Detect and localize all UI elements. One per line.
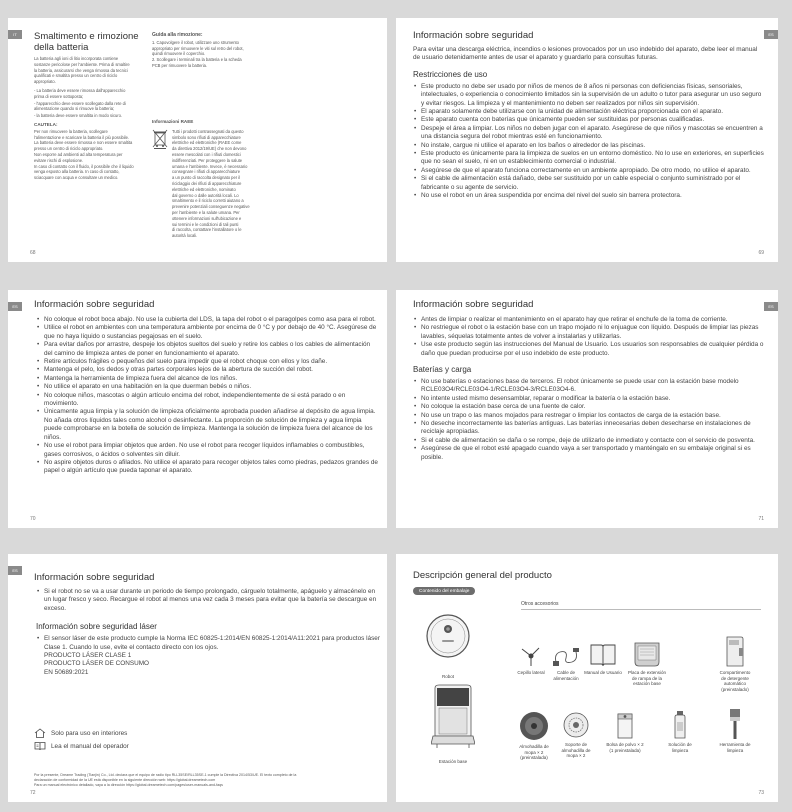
power-cable-icon bbox=[552, 644, 580, 668]
list-item: • No coloque niños, mascotas o algún artículo encima del robot, independientemente de si está parado o en movimiento. bbox=[36, 392, 380, 409]
raee-heading: Informazioni RAEE bbox=[152, 119, 194, 124]
battery-removal-text: La batteria agli ioni di litio incorporata contiene sostanze pericolose per l'ambiente. Prima di smaltire la batteria, assicurarsi che venga rimossa da tecnici qualificati e smaltita presso un centro di riciclo appropriato. - La batteria deve essere rimossa dall'apparecchio prima di essere sottoposta; - l'apparecchio deve essere scollegato dalla rete di alimentazione quando si rimuove la batteria; - la batteria deve essere smaltita in modo sicuro. CAUTELA: Per non rimuovere la batteria, scollegare l'alimentazione e scaricare la batteria il più possibile. La batteria deve essere rimossa e non essere smaltita presso un centro di riciclo appropriato. Non esporre ad ambienti ad alta temperatura per evitare rischi di esplosione. In caso di contatto con il fluido, il possibile che il liquido venga esposto alla batteria. In caso di contatto, sciacquare con acqua e consultare un medico. bbox=[34, 56, 152, 182]
page-71 bbox=[396, 290, 778, 528]
list-item: • No use el robot en un área suspendida por encima del nivel del suelo sin barrera protectora. bbox=[413, 192, 765, 200]
safety-list bbox=[36, 316, 380, 476]
list-item: • Este producto es únicamente para la limpieza de suelos en un entorno doméstico. No lo use en exteriores, en superficies que no sean el suelo, ni en un establecimiento comercial o industrial. bbox=[413, 150, 765, 167]
page-73 bbox=[396, 554, 778, 802]
cleaning-tool-icon bbox=[727, 708, 743, 740]
page-number: 73 bbox=[758, 790, 764, 796]
list-item: • No use baterías o estaciones base de terceros. El robot únicamente se puede usar con la estación base modelo RCLE03O4/RCLE03O4-1/RCLE03O4-3/RCLE03O4-6. bbox=[413, 378, 765, 395]
detergent-compartment-item: Compartimento de detergente automático (preinstalado) bbox=[712, 634, 758, 692]
list-item: • Únicamente agua limpia y la solución de limpieza oficialmente aprobada pueden añadirse al depósito de agua limpia. No añada otros líquidos tales como alcohol o desinfectante. La proporción de solución de limpieza y agua limpia puede comprobarse en la botella de solución de limpieza. Mantenga la solución de limpieza fuera del alcance de los niños. bbox=[36, 408, 380, 442]
battery-list bbox=[413, 378, 765, 462]
page-number: 68 bbox=[30, 250, 36, 256]
safety-text bbox=[36, 588, 380, 677]
page-72 bbox=[8, 554, 387, 802]
mop-pad-icon bbox=[518, 710, 550, 742]
maintenance-list bbox=[413, 316, 765, 358]
language-tab: ES bbox=[8, 302, 22, 311]
solution-bottle-icon bbox=[672, 710, 688, 740]
mop-holder-icon bbox=[561, 710, 591, 740]
ramp-extension-item: Placa de extensión de rampa de la estación base bbox=[624, 640, 670, 687]
page-number: 69 bbox=[758, 250, 764, 256]
language-tab: ES bbox=[764, 30, 778, 39]
page-number: 71 bbox=[758, 516, 764, 522]
other-accessories-heading: Otros accesorios bbox=[521, 601, 559, 607]
base-station-icon bbox=[431, 684, 475, 750]
side-brush-item: Cepillo lateral bbox=[511, 644, 551, 676]
list-item: • No coloque el robot boca abajo. No use la cubierta del LDS, la tapa del robot o el paragolpes como asa para el robot. bbox=[36, 316, 380, 324]
safety-text bbox=[413, 316, 765, 462]
raee-info: Informazioni RAEE Tutti i prodotti contrassegnati da questo simbolo sono rifiuti di apparecchiature elettriche ed elettroniche (RAEE come da direttiva 2012/19/UE) che non devono essere mescolati con i rifiuti domestici indifferenziati. Per proteggere la salute umana e l'ambiente. Invece, è necessario consegnare i rifiuti di apparecchiature a un punto di raccolta designato per il riciclaggio dei rifiuti di apparecchiature elettriche ed elettroniche, nominato dal governo o dalle autorità locali. Lo smaltimento e il riciclo corretti aiutano a prevenire potenziali conseguenze negative per l'ambiente e la salute umana. Per ottenere informazioni sull'ubicazione e sui termini e le condizioni di tali punti di raccolta, contattare l'installatore o le autorità locali. bbox=[152, 116, 272, 240]
page-title: Smaltimento e rimozione della batteria bbox=[34, 31, 139, 53]
dust-bag-item: Bolsa de polvo × 2 (1 preinstalada) bbox=[603, 712, 647, 753]
language-tab: IT bbox=[8, 30, 22, 39]
list-item: • No deseche incorrectamente las baterías antiguas. Las baterías innecesarias deben desecharse en instalaciones de reciclaje apropiadas. bbox=[413, 420, 765, 437]
dust-bag-icon bbox=[615, 712, 635, 740]
page-number: 72 bbox=[30, 790, 36, 796]
house-icon bbox=[34, 728, 46, 738]
page-title: Información sobre seguridad bbox=[413, 30, 534, 41]
base-station-item: Estación base bbox=[426, 684, 480, 765]
cleaning-tool-item: Herramienta de limpieza bbox=[714, 708, 756, 753]
list-item: • El sensor láser de este producto cumple la Norma IEC 60825-1:2014/EN 60825-1:2014/A11:2021 para productos láser Clase 1. Cuando lo use, evite el contacto directo con los ojos. bbox=[36, 635, 380, 652]
indoor-use-row: Solo para uso en interiores bbox=[34, 728, 127, 738]
list-item: • Mantenga la herramienta de limpieza fuera del alcance de los niños. bbox=[36, 375, 380, 383]
read-manual-row: Lea el manual del operador bbox=[34, 741, 129, 751]
divider bbox=[521, 609, 761, 610]
power-cable-item: Cable de alimentación bbox=[546, 644, 586, 681]
laser-list bbox=[36, 635, 380, 652]
page-title: Descripción general del producto bbox=[413, 570, 552, 581]
safety-text bbox=[413, 46, 765, 201]
open-book-icon bbox=[589, 642, 617, 668]
crossed-bin-icon bbox=[152, 129, 168, 149]
page-title: Información sobre seguridad bbox=[413, 299, 534, 310]
page-title: Información sobre seguridad bbox=[34, 572, 155, 583]
mop-holder-item: Soporte de almohadilla de mopa × 2 bbox=[556, 710, 596, 759]
list-item: • No use un trapo o las manos mojados para restregar o limpiar los contactos de carga de la estación base. bbox=[413, 412, 765, 420]
list-item: • Asegúrese de que el robot esté apagado cuando vaya a ser transportado y manténgalo en su embalaje original si es posible. bbox=[413, 445, 765, 462]
declaration-footnote: Por la presente, Dreame Trading (Tianjin) Co., Ltd. declara que el equipo de radio tipo RLL35SE/RLL35SE-1 cumple la Directiva 2014/53/UE. El texto completo de la declaración de conformidad de la UE está disponible en la siguiente dirección web: https://global.dreametech.com Para un manual electrónico detallado, vaya a la dirección https://global.dreametech.com/pages/user-manuals-and-faqs bbox=[34, 773, 297, 787]
list-item: • No instale, cargue ni utilice el aparato en los baños o alrededor de las piscinas. bbox=[413, 142, 765, 150]
list-item: • Antes de limpiar o realizar el mantenimiento en el aparato hay que retirar el enchufe de la toma de corriente. bbox=[413, 316, 765, 324]
list-item: • Utilice el robot en ambientes con una temperatura ambiente por encima de 0 °C y por debajo de 40 °C. Asegúrese de que no haya líquido o sustancias pegajosas en el suelo. bbox=[36, 324, 380, 341]
list-item: • No coloque la estación base cerca de una fuente de calor. bbox=[413, 403, 765, 411]
list-item: • No intente usted mismo desensamblar, reparar o modificar la batería o la estación base. bbox=[413, 395, 765, 403]
open-book-icon bbox=[34, 741, 46, 751]
list-item: • Asegúrese de que el aparato funciona correctamente en un ambiente apropiado. De otro modo, no utilice el aparato. bbox=[413, 167, 765, 175]
list-item: • El aparato solamente debe utilizarse con la unidad de alimentación eléctrica proporcionada con el aparato. bbox=[413, 108, 765, 116]
list-item: • No use el robot para limpiar objetos que arden. No use el robot para recoger líquidos inflamables o combustibles, gases corrosivos, o ácidos o solventes sin diluir. bbox=[36, 442, 380, 459]
list-item: • Este aparato cuenta con baterías que únicamente pueden ser sustituidas por personas cualificadas. bbox=[413, 116, 765, 124]
section-heading: Restricciones de uso bbox=[413, 69, 488, 79]
mop-pad-item: Almohadilla de mopa × 2 (preinstalada) bbox=[514, 710, 554, 761]
list-item: • Si el robot no se va a usar durante un periodo de tiempo prolongado, cárguelo totalmente, apáguelo y almacénelo en un lugar fresco y seco. Recargue el robot al menos una vez cada 3 meses para evitar que la batería se descargue en exceso. bbox=[36, 588, 380, 613]
cleaning-solution-item: Solución de limpieza bbox=[660, 710, 700, 753]
guide-heading: Guida alla rimozione: bbox=[152, 32, 203, 38]
caution-heading: CAUTELA: bbox=[34, 121, 58, 127]
list-item: • Mantenga el pelo, los dedos y otras partes corporales lejos de la abertura de succión del robot. bbox=[36, 366, 380, 374]
list-item: • Despeje el área a limpiar. Los niños no deben jugar con el aparato. Asegúrese de que niños y mascotas se encuentren a una distancia segura del robot mientras esté en funcionamiento. bbox=[413, 125, 765, 142]
side-brush-icon bbox=[519, 644, 543, 668]
section-heading: Baterías y carga bbox=[413, 365, 472, 375]
storage-list bbox=[36, 588, 380, 613]
list-item: • Si el cable de alimentación se daña o se rompe, deje de utilizarlo de inmediato y contacte con el servicio de posventa. bbox=[413, 437, 765, 445]
list-item: • Este producto no debe ser usado por niños de menos de 8 años ni personas con deficiencias físicas, sensoriales, intelectuales, o experiencia o conocimiento limitados sin la supervisión de un adulto o tutor para asegurar un uso seguro y evitar riesgos. La limpieza y el mantenimiento no deben ser realizados por niños sin supervisión. bbox=[413, 83, 765, 108]
section-heading: Información sobre seguridad láser bbox=[36, 622, 157, 632]
page-number: 70 bbox=[30, 516, 36, 522]
safety-text bbox=[36, 316, 380, 476]
package-contents-label: Contenido del embalaje bbox=[413, 587, 475, 595]
page-68 bbox=[8, 18, 387, 262]
restrictions-list bbox=[413, 83, 765, 201]
page-title: Información sobre seguridad bbox=[34, 299, 155, 310]
list-item: • No restriegue el robot o la estación base con un trapo mojado ni lo enjuague con líquido. Después de limpiar las piezas lavables, séquelas totalmente antes de volver a instalarlas y utilizarlas. bbox=[413, 324, 765, 341]
laser-class-lines: PRODUCTO LÁSER CLASE 1 PRODUCTO LÁSER DE CONSUMO EN 50689:2021 bbox=[44, 652, 149, 676]
detergent-compartment-icon bbox=[724, 634, 746, 668]
page-69 bbox=[396, 18, 778, 262]
robot-vacuum-icon bbox=[424, 612, 472, 660]
ramp-plate-icon bbox=[631, 640, 663, 668]
list-item: • Si el cable de alimentación está dañado, debe ser sustituido por un cable especial o conjunto suministrado por el fabricante o su agente de servicio. bbox=[413, 175, 765, 192]
intro-paragraph: Para evitar una descarga eléctrica, incendios o lesiones provocados por un uso indebido del aparato, debe leer el manual de usuario detenidamente antes de usar el aparato y guardarlo para consultas futuras. bbox=[413, 46, 758, 62]
list-item: • Retire artículos frágiles o pequeños del suelo para impedir que el robot choque con ellos y los dañe. bbox=[36, 358, 380, 366]
list-item: • Para evitar daños por arrastre, despeje los objetos sueltos del suelo y retire los cables o los cables de alimentación del camino de limpieza antes de poner en funcionamiento el aparato. bbox=[36, 341, 380, 358]
list-item: • Use este producto según las instrucciones del Manual de Usuario. Los usuarios son responsables de cualquier pérdida o daño que puedan producirse por el uso indebido de este producto. bbox=[413, 341, 765, 358]
language-tab: ES bbox=[764, 302, 778, 311]
page-70 bbox=[8, 290, 387, 528]
robot-item: Robot bbox=[423, 612, 473, 680]
removal-guide: Guida alla rimozione: 1. Capovolgere il robot, utilizzare uno strumento appropriato per rimuovere le viti sul retro del robot, quindi rimuovere il coperchio. 2. Scollegare i terminali tra la batteria e la scheda PCB per rimuovere la batteria. bbox=[152, 30, 270, 70]
list-item: • No utilice el aparato en una habitación en la que duerman bebés o niños. bbox=[36, 383, 380, 391]
language-tab: ES bbox=[8, 566, 22, 575]
user-manual-item: Manual de Usuario bbox=[583, 642, 623, 676]
list-item: • No aspire objetos duros o afilados. No utilice el aparato para recoger objetos tales como piedras, pedazos grandes de papel o algún artículo que pueda taponar el aparato. bbox=[36, 459, 380, 476]
